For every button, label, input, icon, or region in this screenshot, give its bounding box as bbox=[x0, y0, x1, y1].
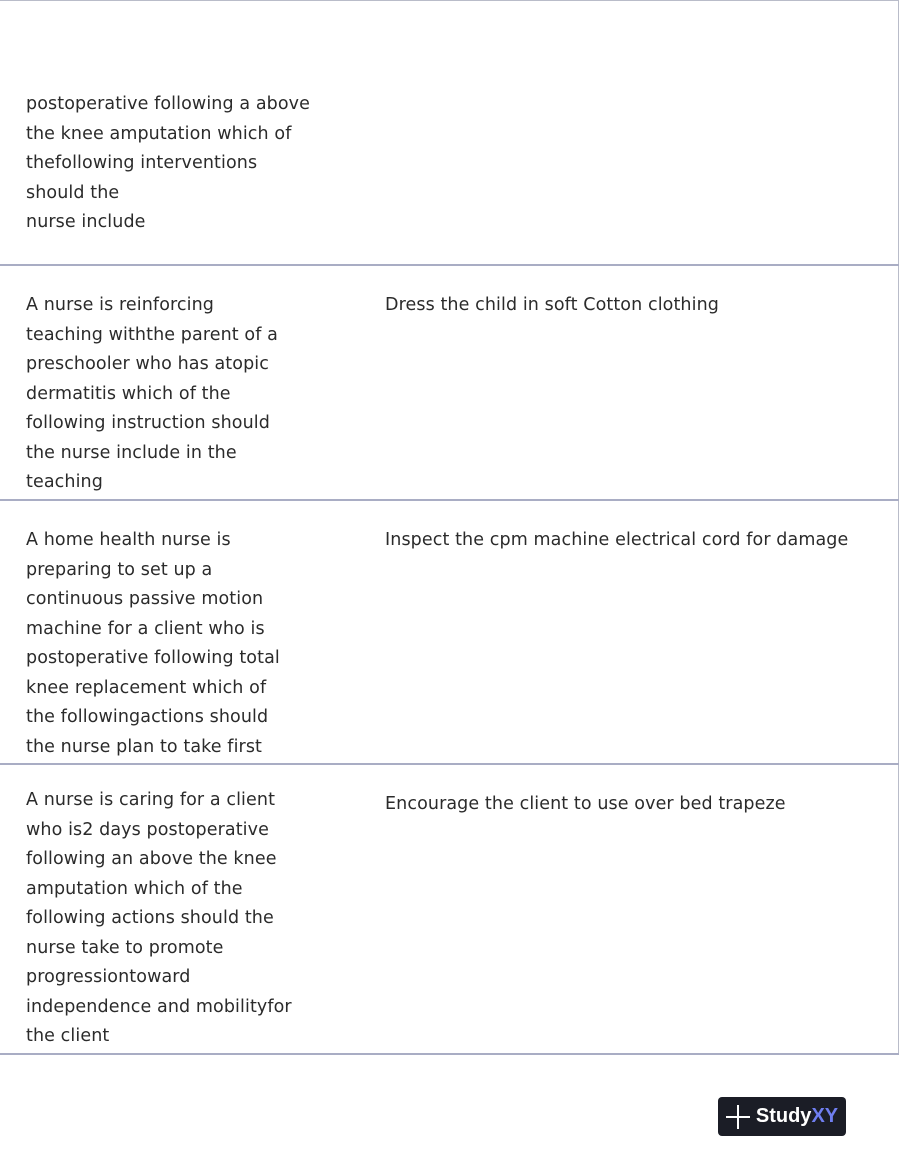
answer-text: Inspect the cpm machine electrical cord for damage bbox=[385, 530, 849, 550]
card-row bbox=[0, 764, 899, 1055]
studyxy-logo[interactable] bbox=[718, 1097, 846, 1136]
logo-text: StudyXY bbox=[755, 1105, 839, 1127]
question-text: A nurse is reinforcing teaching withthe parent of a preschooler who has atopic dermatitis which of the following instruction should the nurse include in the teaching bbox=[26, 295, 278, 492]
plus-icon bbox=[726, 1105, 750, 1129]
card-row bbox=[0, 265, 899, 501]
answer-text: Dress the child in soft Cotton clothing bbox=[385, 295, 719, 315]
card-row bbox=[0, 0, 899, 266]
question-text: postoperative following a above the knee amputation which of thefollowing interventions should the nurse include bbox=[26, 94, 310, 232]
card-row bbox=[0, 500, 899, 765]
question-text: A nurse is caring for a client who is2 days postoperative following an above the knee amputation which of the following actions should the nurse take to promote progressiontoward independence and mobilityfor the client bbox=[26, 790, 292, 1046]
answer-text: Encourage the client to use over bed trapeze bbox=[385, 794, 786, 814]
question-text: A home health nurse is preparing to set up a continuous passive motion machine for a client who is postoperative following total knee replacement which of the followingactions should the nurse plan to take first bbox=[26, 530, 280, 757]
